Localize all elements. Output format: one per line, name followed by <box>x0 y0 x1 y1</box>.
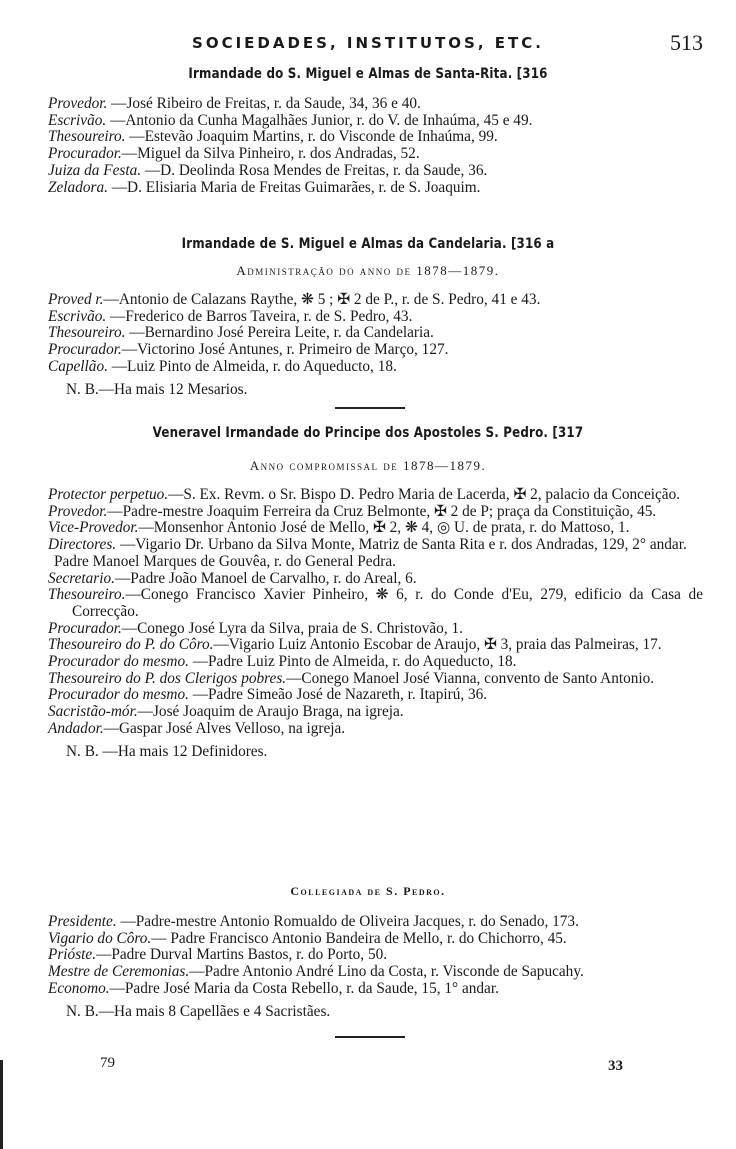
entry <box>48 571 703 588</box>
entry <box>48 325 703 342</box>
entry-role: Thesoureiro. <box>48 128 126 146</box>
running-head: SOCIEDADES, INSTITUTOS, ETC. <box>192 34 544 52</box>
entry-text: —José Joaquim de Araujo Braga, na igreja. <box>137 703 404 721</box>
section-entries <box>48 487 703 760</box>
entry <box>48 947 703 964</box>
entry-text: —Padre Simeão José de Nazareth, r. Itapirú, 36. <box>188 686 488 704</box>
entry-role: Secretario. <box>48 569 115 587</box>
entry-role: Capellão. <box>48 357 108 375</box>
entry <box>48 981 703 998</box>
entry <box>48 914 703 931</box>
entry <box>48 964 703 981</box>
entry-text: —Padre Luiz Pinto de Almeida, r. do Aqueducto, 18. <box>188 653 517 671</box>
entry-text: —Estevão Joaquim Martins, r. do Visconde de Inhaúma, 99. <box>125 128 498 146</box>
entry-role: Vigario do Côro. <box>48 929 152 947</box>
note: N. B.—Ha mais 12 Mesarios. <box>66 380 248 398</box>
signature-mark-right: 33 <box>608 1058 623 1074</box>
entry <box>48 704 703 721</box>
entry <box>48 687 703 704</box>
entry-role: Procurador do mesmo. <box>48 653 189 671</box>
entry-role: Thesoureiro do P. do Côro. <box>48 636 214 654</box>
entry <box>48 671 703 688</box>
entry-text: —Vigario Dr. Urbano da Silva Monte, Matriz de Santa Rita e r. dos Andradas, 129, 2° andar. <box>116 536 687 554</box>
entry-text: —Monsenhor Antonio José de Mello, ✠ 2, ❋ 4, ◎ U. de prata, r. do Mattoso, 1. <box>138 519 630 537</box>
entry <box>48 520 703 537</box>
entry-text: —Padre José Maria da Costa Rebello, r. da Saude, 15, 1° andar. <box>109 979 499 997</box>
entry-role: Escrivão. <box>48 111 107 129</box>
entry-role: Protector perpetuo. <box>48 486 169 503</box>
entry-text: —Miguel da Silva Pinheiro, r. dos Andradas, 52. <box>121 145 420 163</box>
entry-role: Vice-Provedor. <box>48 519 139 537</box>
entry-text: —S. Ex. Revm. o Sr. Bispo D. Pedro Maria de Lacerda, ✠ 2, palacio da Conceição. <box>168 486 681 503</box>
entry-role: Procurador. <box>48 145 122 163</box>
entry-role: Economo. <box>48 979 110 997</box>
entry-role: Provedor. <box>48 95 108 112</box>
entry-role: Andador. <box>48 719 104 737</box>
entry-role: Procurador. <box>48 619 122 637</box>
section-subtitle: Administração do anno de 1878—1879. <box>236 263 500 278</box>
entry-role: Sacristão-mór. <box>48 703 138 721</box>
entry <box>48 129 703 146</box>
entry <box>48 654 703 671</box>
entry <box>48 113 703 130</box>
section-title: Irmandade de S. Miguel e Almas da Candelaria. [316 a <box>181 236 555 252</box>
entry-text: —Vigario Luiz Antonio Escobar de Araujo, ✠ 3, praia das Palmeiras, 17. <box>213 636 662 654</box>
entry-text: —Frederico de Barros Taveira, r. de S. Pedro, 43. <box>106 307 413 325</box>
note: N. B.—Ha mais 8 Capellães e 4 Sacristães. <box>66 1002 331 1020</box>
section-subtitle: Collegiada de S. Pedro. <box>290 884 446 898</box>
section-subtitle: Anno compromissal de 1878—1879. <box>249 458 487 473</box>
entry-role: Thesoureiro do P. dos Clerigos pobres. <box>48 669 287 687</box>
entry-text: —D. Deolinda Rosa Mendes de Freitas, r. da Saude, 36. <box>141 161 488 179</box>
section-title: Irmandade do S. Miguel e Almas de Santa-Rita. [316 <box>188 66 548 82</box>
entry-role: Prióste. <box>48 946 97 964</box>
entry-role: Escrivão. <box>48 307 107 325</box>
section-title: Veneravel Irmandade do Principe dos Apostoles S. Pedro. [317 <box>152 425 584 441</box>
entry <box>48 721 703 738</box>
entry <box>48 180 703 197</box>
entry-role: Juiza da Festa. <box>48 161 142 179</box>
entry-text: —José Ribeiro de Freitas, r. da Saude, 34, 36 e 40. <box>107 95 421 112</box>
section-entries <box>48 914 703 1020</box>
page-number: 513 <box>670 30 703 55</box>
entry-text: —Victorino José Antunes, r. Primeiro de Março, 127. <box>121 341 449 359</box>
entry <box>48 96 703 113</box>
entry-text: — Padre Francisco Antonio Bandeira de Mello, r. do Chichorro, 45. <box>151 929 567 947</box>
entry-role: Procurador do mesmo. <box>48 686 189 704</box>
entry-text: —Gaspar José Alves Velloso, na igreja. <box>103 719 346 737</box>
entry <box>48 359 703 376</box>
entry-role: Directores. <box>48 536 117 554</box>
entry <box>48 146 703 163</box>
entry <box>48 621 703 638</box>
entry-text: —Padre-mestre Antonio Romualdo de Oliveira Jacques, r. do Senado, 173. <box>116 913 579 930</box>
entry-role: Thesoureiro. <box>48 586 126 604</box>
entry-text: —Padre João Manoel de Carvalho, r. do Areal, 6. <box>114 569 417 587</box>
page-edge <box>0 1060 3 1149</box>
entry-role: Provedor. <box>48 502 108 520</box>
entry-text: —D. Elisiaria Maria de Freitas Guimarães, r. de S. Joaquim. <box>107 178 481 196</box>
entry-text: —Padre Durval Martins Bastos, r. do Porto, 50. <box>96 946 388 964</box>
entry <box>48 342 703 359</box>
entry <box>48 554 703 571</box>
divider <box>335 1036 405 1038</box>
entry-text: —Padre-mestre Joaquim Ferreira da Cruz Belmonte, ✠ 2 de P; praça da Constituição, 45. <box>107 502 657 520</box>
entry <box>48 637 703 654</box>
entry <box>48 487 703 504</box>
entry <box>48 931 703 948</box>
entry-text: —Conego Francisco Xavier Pinheiro, ❋ 6, r. do Conde d'Eu, 279, edificio da Casa de Correcção. <box>72 586 703 620</box>
entry-text: —Antonio da Cunha Magalhães Junior, r. do V. de Inhaúma, 45 e 49. <box>106 111 533 129</box>
entry-role: Mestre de Ceremonias. <box>48 963 190 981</box>
section-entries <box>48 96 703 196</box>
entry-role: Proved r. <box>48 291 104 308</box>
entry-text: —Conego José Lyra da Silva, praia de S. Christovão, 1. <box>121 619 463 637</box>
section-entries <box>48 292 703 398</box>
entry <box>48 292 703 309</box>
entry <box>48 163 703 180</box>
entry-text: —Padre Antonio André Lino da Costa, r. Visconde de Sapucahy. <box>189 963 584 981</box>
entry-text: —Bernardino José Pereira Leite, r. da Candelaria. <box>125 324 434 342</box>
entry-role: Presidente. <box>48 913 117 930</box>
entry-text: Padre Manoel Marques de Gouvêa, r. do General Pedra. <box>54 552 396 570</box>
entry-role: Procurador. <box>48 341 122 359</box>
entry <box>48 537 703 554</box>
entry <box>48 587 703 620</box>
note: N. B. —Ha mais 12 Definidores. <box>66 742 268 760</box>
divider <box>335 407 405 409</box>
entry-role: Zeladora. <box>48 178 108 196</box>
entry-text: —Luiz Pinto de Almeida, r. do Aqueducto, 18. <box>107 357 397 375</box>
signature-mark-left: 79 <box>100 1055 115 1071</box>
entry-role: Thesoureiro. <box>48 324 126 342</box>
entry-text: —Conego Manoel José Vianna, convento de Santo Antonio. <box>286 669 655 687</box>
entry-text: —Antonio de Calazans Raythe, ❋ 5 ; ✠ 2 de P., r. de S. Pedro, 41 e 43. <box>103 291 541 308</box>
entry <box>48 309 703 326</box>
entry <box>48 504 703 521</box>
